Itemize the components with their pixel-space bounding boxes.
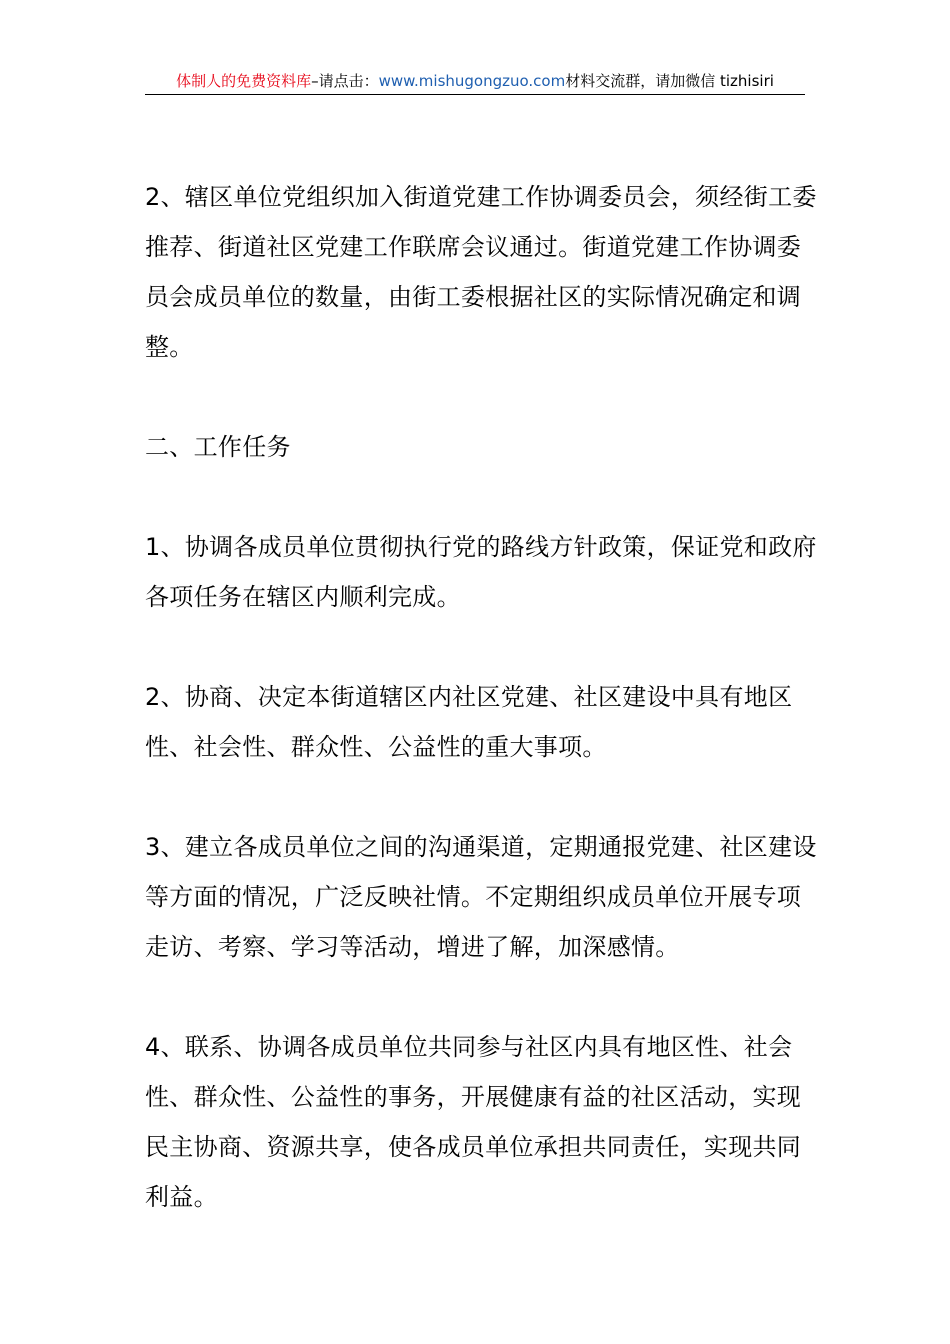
header-note: 材料交流群，请加微信 tizhisiri [565, 72, 774, 90]
task-item-4: 4、联系、协调各成员单位共同参与社区内具有地区性、社会性、群众性、公益性的事务，开展健康有益的社区活动，实现民主协商、资源共享，使各成员单位承担共同责任，实现共同利益。 [145, 1033, 802, 1211]
header-brand: 体制人的免费资料库 [176, 72, 312, 90]
header-website-link[interactable]: www.mishugongzuo.com [378, 72, 566, 90]
section-heading: 二、工作任务 [145, 433, 291, 461]
document-body [145, 172, 820, 1272]
task-item-3: 3、建立各成员单位之间的沟通渠道，定期通报党建、社区建设等方面的情况，广泛反映社情。不定期组织成员单位开展专项走访、考察、学习等活动，增进了解，加深感情。 [145, 833, 817, 961]
paragraph-membership: 2、辖区单位党组织加入街道党建工作协调委员会，须经街工委推荐、街道社区党建工作联席会议通过。街道党建工作协调委员会成员单位的数量，由街工委根据社区的实际情况确定和调整。 [145, 183, 817, 361]
task-item-2: 2、协商、决定本街道辖区内社区党建、社区建设中具有地区性、社会性、群众性、公益性的重大事项。 [145, 683, 793, 761]
task-item-1: 1、协调各成员单位贯彻执行党的路线方针政策，保证党和政府各项任务在辖区内顺利完成。 [145, 533, 817, 611]
header-prompt: –请点击： [311, 72, 379, 90]
page-header [145, 68, 805, 95]
